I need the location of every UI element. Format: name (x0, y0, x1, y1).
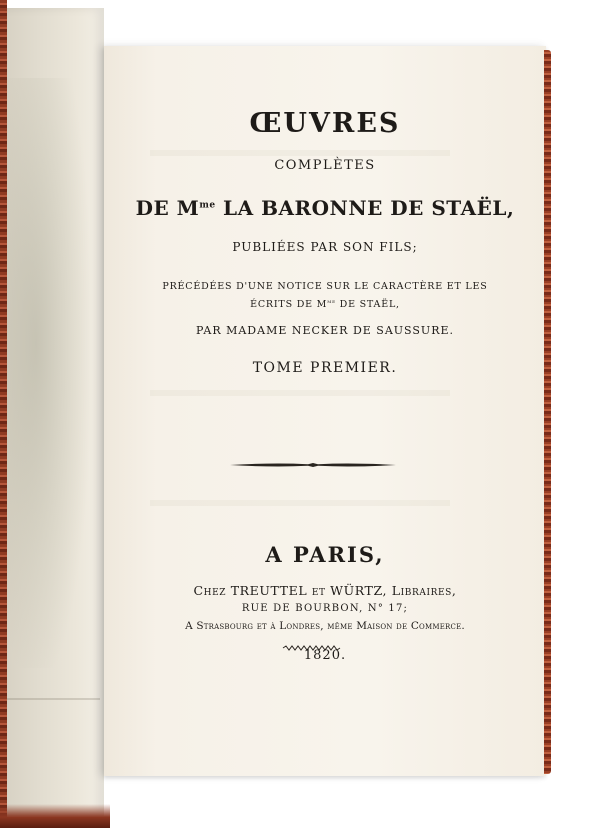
author-line (104, 196, 546, 220)
binding-bottom-corner (0, 804, 110, 828)
foxing-stain (0, 78, 90, 668)
published-by-line: PUBLIÉES PAR SON FILS; (232, 240, 418, 254)
title-subline: COMPLÈTES (274, 158, 376, 173)
imprint-branches: A Strasbourg et à Londres, même Maison de Commerce. (185, 620, 465, 632)
bleed-through (150, 390, 450, 396)
decorative-rule (228, 456, 398, 468)
swelled-rule-icon (228, 459, 398, 471)
imprint-publisher: Chez TREUTTEL et WÜRTZ, Libraires, (193, 583, 457, 598)
left-binding-edge (0, 0, 7, 828)
left-flyleaf (0, 8, 104, 816)
author-superscript: me (199, 200, 216, 211)
notice-line-1: PRÉCÉDÉES D'UNE NOTICE SUR LE CARACTÈRE ET LES (162, 281, 488, 292)
notice-author-line: PAR MADAME NECKER DE SAUSSURE. (195, 324, 455, 337)
imprint-city: A PARIS, (265, 542, 385, 567)
flyleaf-fold (0, 698, 100, 700)
imprint-address: RUE DE BOURBON, N° 17; (241, 603, 409, 614)
author-name: LA BARONNE DE STAËL, (215, 196, 515, 220)
volume-line: TOME PREMIER. (252, 360, 398, 376)
author-prefix: DE M (135, 196, 200, 220)
notice-line-2 (104, 298, 546, 310)
notice-superscript: me (327, 298, 336, 305)
bleed-through (150, 500, 450, 506)
imprint-ornament (282, 637, 342, 645)
imprint-year: 1820. (303, 648, 347, 663)
book-title: ŒUVRES (249, 108, 401, 139)
notice-name: DE STAËL, (335, 299, 400, 311)
bleed-through (150, 150, 450, 156)
notice-prefix: ÉCRITS DE M (250, 299, 328, 311)
